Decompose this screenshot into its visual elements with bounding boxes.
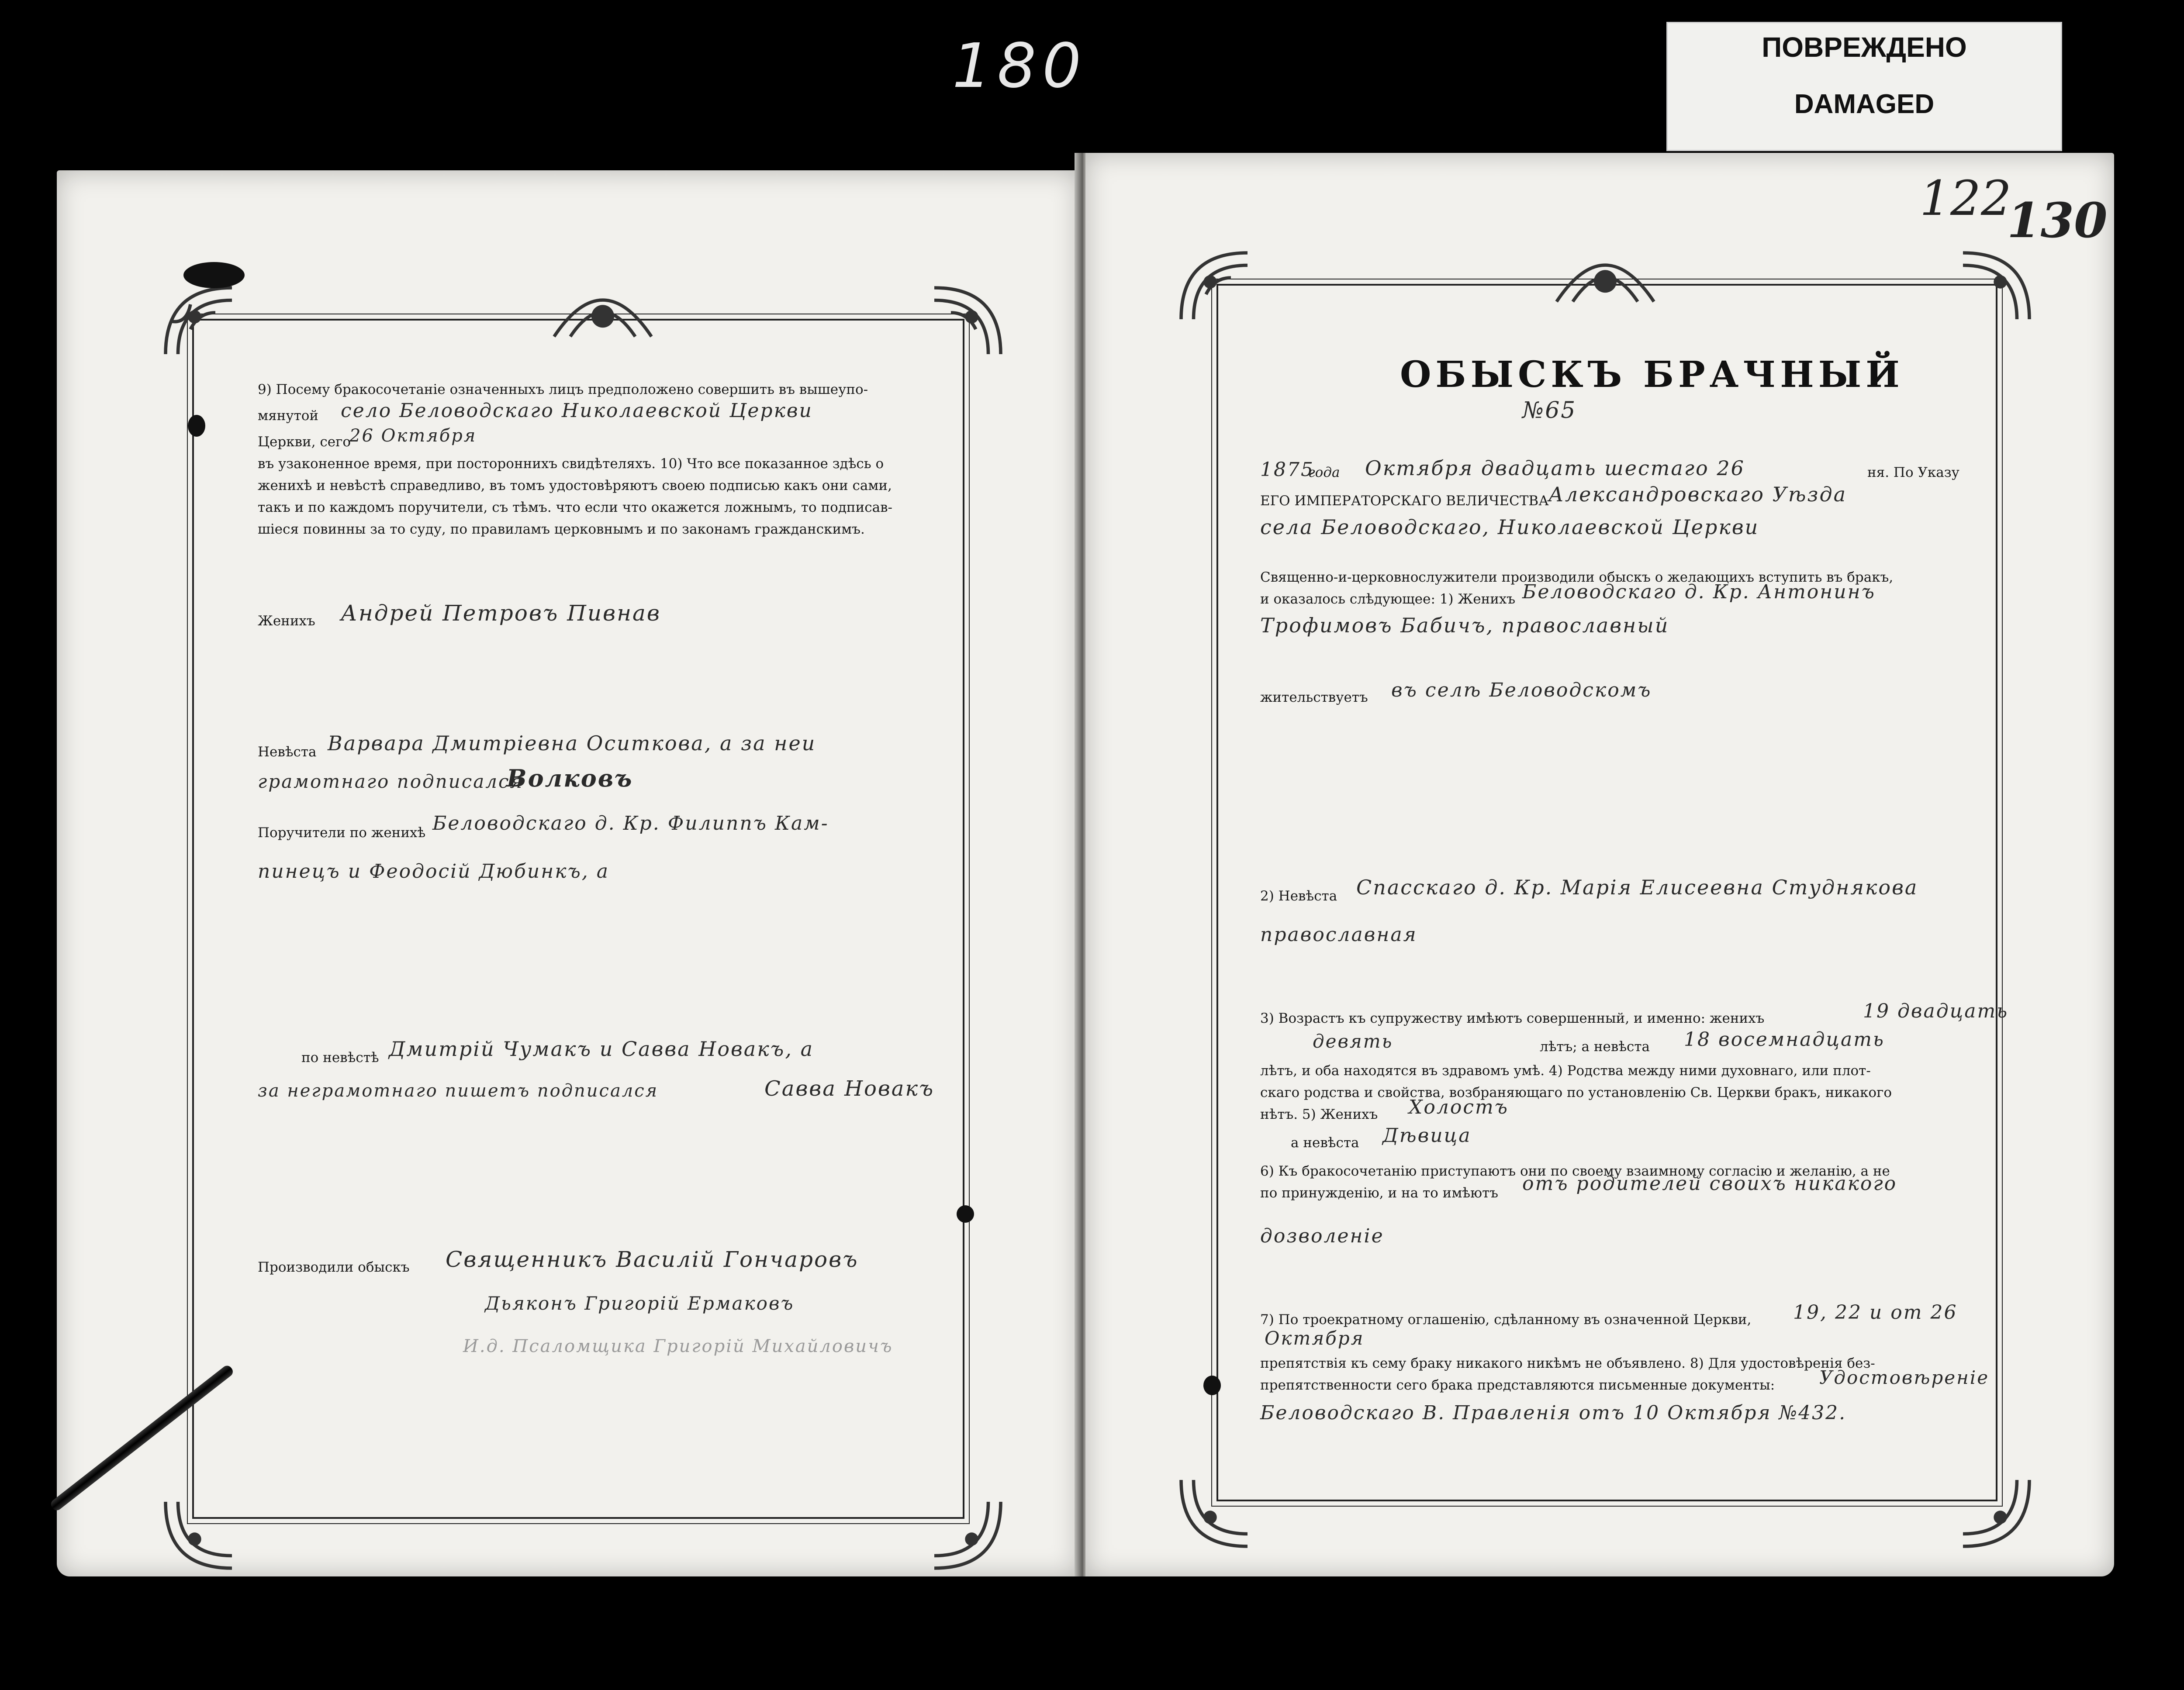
bride-age-handwriting: 18 восемнадцать bbox=[1684, 1028, 1885, 1051]
banns-dates-handwriting: 19, 22 и от 26 bbox=[1793, 1301, 1958, 1324]
groom-status-handwriting: Холостъ bbox=[1409, 1096, 1509, 1118]
guarantors-groom-line-1: Беловодскаго д. Кр. Филиппъ Кам- bbox=[432, 812, 829, 835]
bride-signature-line-2: грамотнаго подписался bbox=[258, 771, 524, 792]
church-village-handwriting: село Беловодскаго Николаевской Церкви bbox=[341, 400, 813, 422]
record-date-handwriting: Октября двадцать шестаго 26 bbox=[1365, 456, 1745, 480]
damage-label-ru: ПОВРЕЖДЕНО bbox=[1762, 31, 1967, 63]
corner-ornament-icon bbox=[926, 279, 1009, 362]
consent-line-1: 6) Къ бракосочетанію приступаютъ они по своему взаимному согласію и желанію, а не bbox=[1260, 1163, 1890, 1179]
groom-name-handwriting: Трофимовъ Бабичъ, православный bbox=[1260, 614, 1669, 637]
decree-label: ня. По Указу bbox=[1867, 465, 1959, 480]
paragraph-intro-line-1: Священно-и-церковнослужители производили обыскъ о желающихъ вступить въ бракъ, bbox=[1260, 569, 1894, 585]
bride-proxy-signature: Волковъ bbox=[507, 764, 633, 792]
year-label: года bbox=[1308, 465, 1340, 480]
marital-status-bride-label: а невѣста bbox=[1291, 1135, 1359, 1151]
paragraph-9-line-6: такъ и по каждомъ поручители, съ тѣмъ. что если что окажется ложнымъ, то подписав- bbox=[258, 500, 893, 515]
paragraph-9-line-5: женихѣ и невѣстѣ справедливо, въ томъ удостовѣряютъ своею подписью какъ они сами, bbox=[258, 478, 892, 493]
paragraph-9-line-3-label: Церкви, сего bbox=[258, 434, 351, 450]
ink-blot bbox=[1203, 1376, 1221, 1395]
paragraph-9-line-7: шіеся повинны за то суду, по правиламъ церковнымъ и по законамъ гражданскимъ. bbox=[258, 521, 865, 537]
corner-ornament-icon bbox=[1955, 245, 2038, 328]
banns-month-handwriting: Октября bbox=[1265, 1328, 1365, 1349]
corner-ornament-icon bbox=[1955, 1472, 2038, 1555]
residence-label: жительствуетъ bbox=[1260, 690, 1368, 705]
bride-status-handwriting: Дѣвица bbox=[1382, 1124, 1472, 1147]
groom-age-handwriting-2: девять bbox=[1313, 1031, 1393, 1052]
paragraph-9-line-4: въ узаконенное время, при постороннихъ свидѣтеляхъ. 10) Что все показанное здѣсь о bbox=[258, 456, 884, 472]
ink-blot bbox=[188, 415, 205, 437]
banns-line-2: препятствія къ сему браку никакого никѣмъ не объявлено. 8) Для удостовѣренія без- bbox=[1260, 1355, 1875, 1371]
corner-ornament-icon bbox=[926, 1493, 1009, 1576]
guarantors-bride-line-1: Дмитрій Чумакъ и Савва Новакъ, а bbox=[389, 1037, 814, 1061]
imperial-decree-label: ЕГО ИМПЕРАТОРСКАГО ВЕЛИЧЕСТВА bbox=[1260, 493, 1549, 509]
bride-religion-handwriting: православная bbox=[1260, 924, 1417, 946]
deacon-signature: Дьяконъ Григорій Ермаковъ bbox=[485, 1293, 795, 1314]
banns-line-3: препятственности сего брака представляются письменные документы: bbox=[1260, 1377, 1775, 1393]
corner-ornament-icon bbox=[157, 279, 240, 362]
age-line-1: 3) Возрастъ къ супружеству имѣютъ совершенный, и именно: женихъ bbox=[1260, 1011, 1765, 1026]
psalmist-signature: И.д. Псаломщика Григорій Михайловичъ bbox=[463, 1336, 893, 1356]
top-ornament-icon bbox=[1548, 236, 1662, 319]
corner-ornament-icon bbox=[1173, 245, 1256, 328]
district-handwriting: Александровскаго Уѣзда bbox=[1548, 483, 1847, 506]
damage-label-en: DAMAGED bbox=[1794, 89, 1935, 119]
banns-line-1: 7) По троекратному оглашенію, сдѣланному въ означенной Церкви, bbox=[1260, 1312, 1752, 1328]
age-bride-label: лѣтъ; а невѣста bbox=[1540, 1039, 1650, 1055]
bride-label: Невѣста bbox=[258, 744, 317, 760]
groom-label: Женихъ bbox=[258, 613, 315, 629]
priest-signature: Священникъ Василій Гончаровъ bbox=[446, 1247, 859, 1272]
frame-number: 180 bbox=[952, 31, 1088, 102]
conducted-by-label: Производили обыскъ bbox=[258, 1259, 410, 1275]
document-handwriting-2: Беловодскаго В. Правленія отъ 10 Октября №432. bbox=[1260, 1402, 1847, 1424]
groom-origin-handwriting: Беловодскаго д. Кр. Антонинъ bbox=[1522, 581, 1876, 603]
corner-ornament-icon bbox=[1173, 1472, 1256, 1555]
document-title: ОБЫСКЪ БРАЧНЫЙ bbox=[1400, 354, 1904, 396]
groom-age-handwriting: 19 двадцать bbox=[1863, 1000, 2009, 1022]
ink-blot bbox=[183, 262, 245, 288]
page-number-handwritten: 130 bbox=[2007, 192, 2108, 248]
guarantors-bride-signature: Савва Новакъ bbox=[764, 1076, 935, 1101]
guarantors-bride-line-2: за неграмотнаго пишетъ подписался bbox=[258, 1081, 659, 1101]
consent-line-2: по принужденію, и на то имѣютъ bbox=[1260, 1185, 1498, 1201]
groom-label: и оказалось слѣдующее: 1) Женихъ bbox=[1260, 591, 1516, 607]
top-ornament-icon bbox=[546, 271, 660, 354]
age-line-4: скаго родства и свойства, возбраняющаго по установленію Св. Церкви бракъ, никакого bbox=[1260, 1085, 1892, 1100]
guarantors-groom-line-2: пинецъ и Феодосій Дюбинкъ, а bbox=[258, 860, 609, 883]
ink-blot bbox=[957, 1205, 974, 1223]
right-page bbox=[1085, 153, 2114, 1576]
document-handwriting: Удостовѣреніе bbox=[1819, 1367, 1990, 1388]
residence-handwriting: въ селѣ Беловодскомъ bbox=[1391, 679, 1652, 701]
church-handwriting: села Беловодскаго, Николаевской Церкви bbox=[1260, 515, 1759, 539]
bride-name-handwriting: Спасскаго д. Кр. Марія Елисеевна Студнякова bbox=[1356, 876, 1918, 899]
corner-ornament-icon bbox=[157, 1493, 240, 1576]
bride-label: 2) Невѣста bbox=[1260, 888, 1337, 904]
page-number-stamp: 122 bbox=[1920, 170, 2011, 226]
open-register-book bbox=[57, 153, 2114, 1603]
left-page bbox=[57, 170, 1079, 1576]
consent-handwriting-2: дозволеніе bbox=[1260, 1225, 1384, 1247]
bride-signature-line-1: Варвара Дмитріевна Оситкова, а за неи bbox=[328, 731, 816, 755]
paragraph-9-line-1: 9) Посему бракосочетаніе означенныхъ лицъ предположено совершить въ вышеупо- bbox=[258, 382, 868, 397]
age-line-3: лѣтъ, и оба находятся въ здравомъ умѣ. 4) Родства между ними духовнаго, или плот- bbox=[1260, 1063, 1871, 1079]
record-year: 1875 bbox=[1260, 459, 1314, 481]
damage-label bbox=[1666, 22, 2062, 151]
record-number: №65 bbox=[1522, 397, 1577, 424]
groom-signature: Андрей Петровъ Пивнав bbox=[341, 600, 661, 626]
paragraph-9-line-2-label: мянутой bbox=[258, 408, 319, 424]
consent-handwriting: отъ родителей своихъ никакого bbox=[1522, 1173, 1897, 1195]
wedding-date-handwriting: 26 Октября bbox=[349, 426, 477, 446]
guarantors-bride-label: по невѣстѣ bbox=[301, 1050, 379, 1066]
guarantors-groom-label: Поручители по женихѣ bbox=[258, 825, 426, 841]
marital-status-groom-label: нѣтъ. 5) Женихъ bbox=[1260, 1107, 1378, 1122]
